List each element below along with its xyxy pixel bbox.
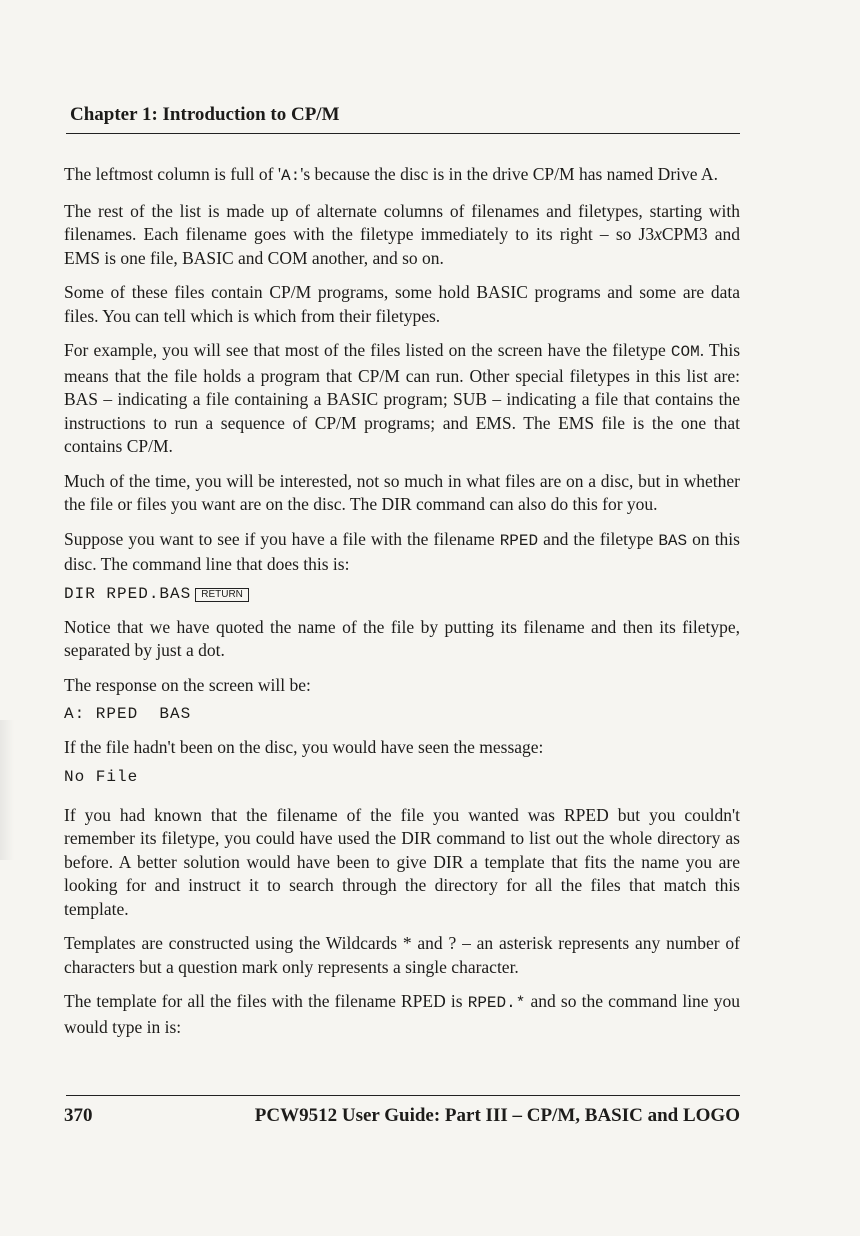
inline-code: COM [670,343,700,361]
paragraph: The response on the screen will be: [64,674,311,695]
book-title: PCW9512 User Guide: Part III – CP/M, BASIC and LOGO [254,1105,740,1126]
paragraph: If the file hadn't been on the disc, you would have seen the message: [64,737,544,757]
paragraph: The template for all the files with the filename RPED is RPED.* and so the command line you would type in is: [64,991,740,1037]
paragraph: The rest of the list is made up of alternate columns of filenames and filetypes, starting with filenames. Each filename goes with the filetype immediately to its right – so J3xCPM3 and EMS is one file, BASIC and COM another, and so on. [64,200,741,268]
paragraph: Suppose you want to see if you have a file with the filename RPED and the filetype BAS on this disc. The command line that does this is: [64,528,740,574]
return-key-icon: RETURN [195,588,249,602]
chapter-header: Chapter 1: Introduction to CP/M [70,104,340,125]
inline-code: RPED [499,531,539,550]
code-line: A: RPED BAS [64,705,192,723]
inline-code: A: [281,167,301,185]
paragraph: If you had known that the filename of the file you wanted was RPED but you couldn't remember its filetype, you could have used the DIR command to list out the whole directory as before. A better solution would have been to give DIR a template that fits the name you are looking for and instruct it to search through the directory for all the files that match this template. [64,804,740,919]
paragraph: Notice that we have quoted the name of the file by putting its filename and then its filetype, separated by just a dot. [64,616,740,660]
inline-code: BAS [658,531,688,550]
paragraph: For example, you will see that most of the files listed on the screen have the filetype COM. This means that the file holds a program that CP/M can run. Other special filetypes in this list are: BAS – indicating a file containing a BASIC program; SUB – indicating a file that contains the instructions to run a sequence of CP/M programs; and EMS. The EMS file is the one that contains CP/M. [64,340,740,456]
scan-edge-shadow [0,720,14,860]
paragraph: The leftmost column is full of 'A:'s because the disc is in the drive CP/M has named Drive A. [64,164,718,185]
code-line: No File [64,767,139,786]
header-rule [66,133,740,134]
paragraph: Much of the time, you will be interested, not so much in what files are on a disc, but in whether the file or files you want are on the disc. The DIR command can also do this for you. [64,470,740,514]
body-text [64,163,740,1050]
footer-rule [66,1095,740,1096]
paragraph: Some of these files contain CP/M programs, some hold BASIC programs and some are data files. You can tell which is which from their filetypes. [64,282,740,326]
italic-text: x [654,224,662,244]
inline-code: RPED.* [467,994,526,1012]
page-number: 370 [64,1105,93,1126]
code-line: DIR RPED.BAS RETURN [64,583,740,605]
paragraph: Templates are constructed using the Wildcards * and ? – an asterisk represents any number of characters but a question mark only represents a single character. [64,933,740,977]
